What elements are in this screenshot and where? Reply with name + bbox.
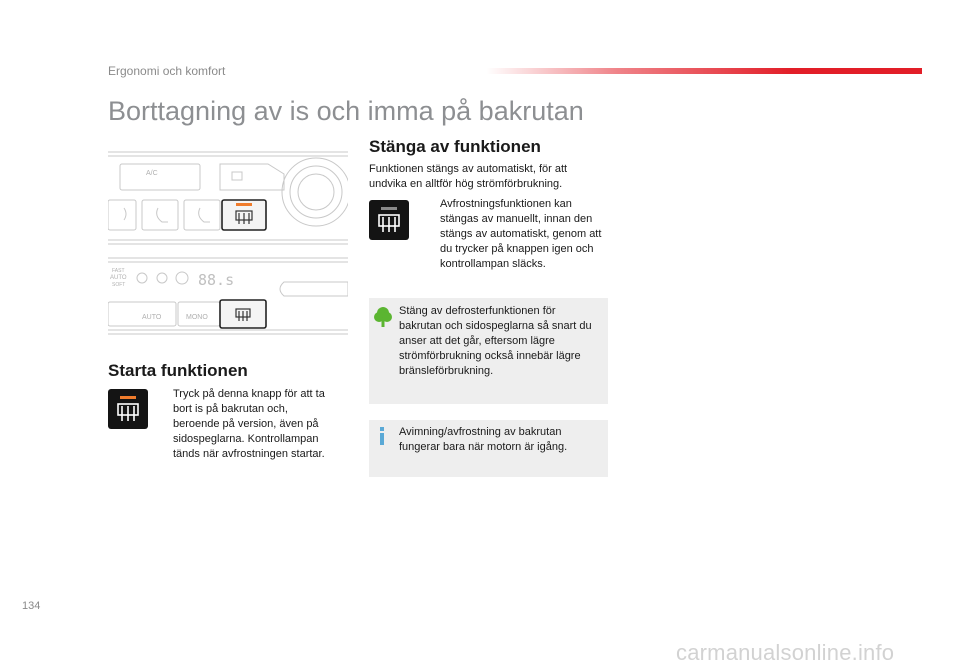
soft-label: SOFT	[112, 282, 126, 288]
info-icon	[377, 426, 387, 446]
mono-button-label: MONO	[186, 314, 208, 321]
info-note-box	[369, 420, 608, 477]
stop-heading: Stänga av funktionen	[369, 137, 541, 156]
header-accent-bar	[486, 68, 922, 74]
ac-label: A/C	[146, 170, 158, 177]
page-number: 134	[22, 600, 41, 612]
eco-note-box	[369, 298, 608, 404]
section-label: Ergonomi och komfort	[108, 64, 226, 78]
auto-button-label: AUTO	[142, 314, 162, 321]
climate-panel-illustration-top	[108, 148, 348, 248]
rear-defrost-on-icon	[108, 389, 148, 429]
fast-label: FAST	[112, 268, 125, 274]
tree-icon	[374, 306, 392, 328]
rear-defrost-off-icon	[369, 200, 409, 240]
climate-panel-illustration-bottom	[108, 256, 348, 336]
page-title: Borttagning av is och imma på bakrutan	[108, 96, 584, 126]
eco-note-text: Stäng av defrosterfunktionen för bakrutan och sidospeglarna så snart du anser att det går, eftersom lägre strömförbrukning också innebär lägre bränsleförbrukning.	[399, 305, 592, 377]
start-text: Tryck på denna knapp för att ta bort is på bakrutan och, beroende på version, även på sidospeglarna. Kontrollampan tänds när avfrostningen startar.	[173, 388, 325, 460]
auto-label-small: AUTO	[110, 275, 127, 281]
temperature-display: 88.s	[198, 271, 235, 289]
watermark: carmanualsonline.info	[676, 640, 895, 665]
info-note-text: Avimning/avfrostning av bakrutan fungerar bara när motorn är igång.	[399, 426, 568, 453]
start-heading: Starta funktionen	[108, 361, 248, 380]
stop-text: Avfrostningsfunktionen kan stängas av manuellt, innan den stängs av automatiskt, genom att du trycker på knappen igen och kontrollampan släcks.	[440, 198, 602, 270]
stop-intro: Funktionen stängs av automatiskt, för att undvika en alltför hög strömförbrukning.	[369, 163, 568, 190]
indicator-lamp	[236, 203, 252, 206]
